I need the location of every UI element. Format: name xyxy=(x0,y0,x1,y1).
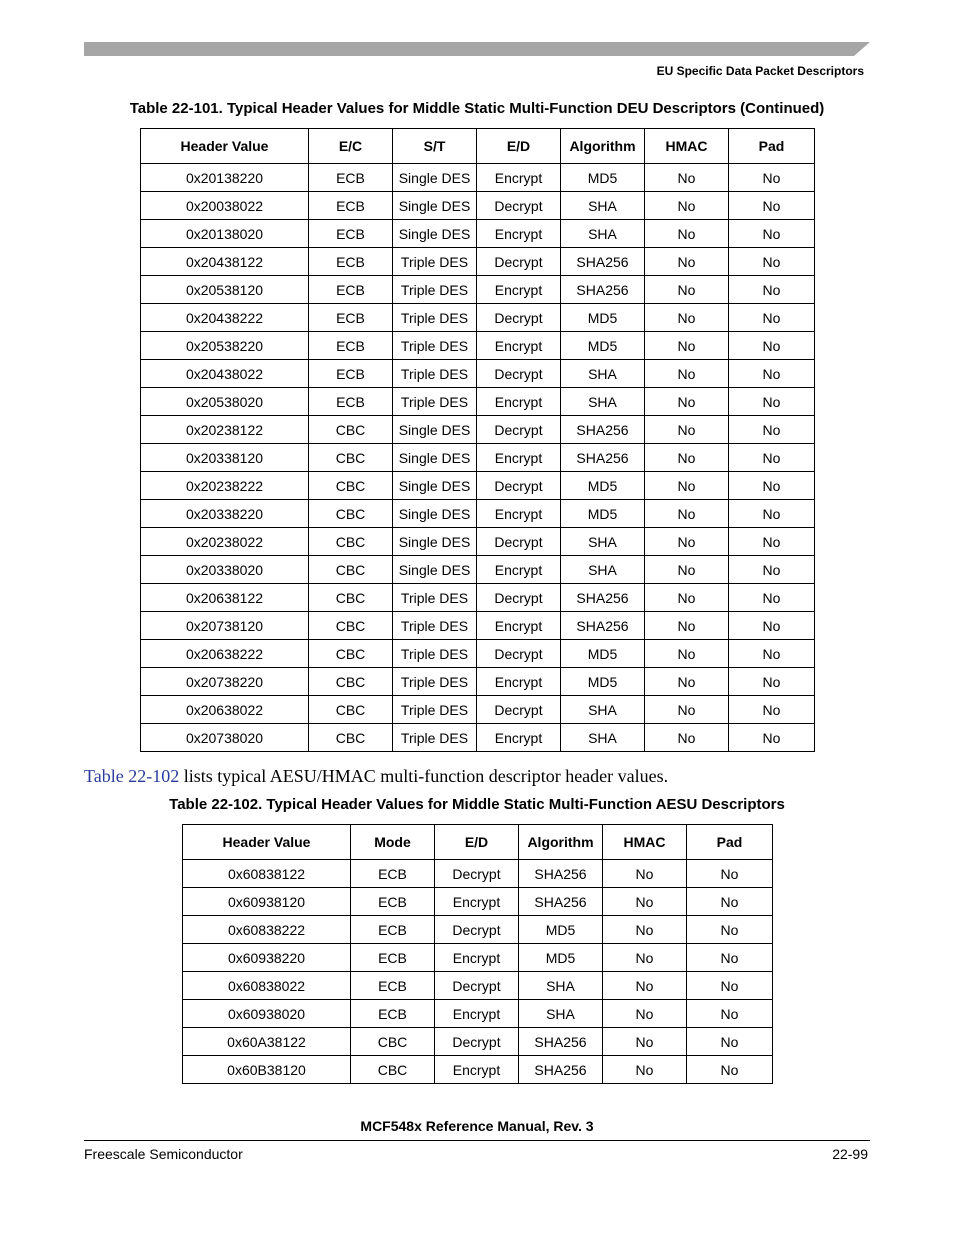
table-cell: No xyxy=(603,1000,687,1028)
table-cell: Single DES xyxy=(393,444,477,472)
table-cell: No xyxy=(687,860,773,888)
table-cell: No xyxy=(603,972,687,1000)
table-cell: ECB xyxy=(351,860,435,888)
table-cell: No xyxy=(645,668,729,696)
table-cell: 0x20338220 xyxy=(141,500,309,528)
table-cell: 0x60938020 xyxy=(183,1000,351,1028)
table-cell: MD5 xyxy=(561,640,645,668)
column-header: S/T xyxy=(393,129,477,164)
table-cell: Encrypt xyxy=(435,1000,519,1028)
table-cell: SHA xyxy=(561,192,645,220)
column-header: Header Value xyxy=(183,825,351,860)
body-paragraph xyxy=(84,766,668,787)
table-cell: MD5 xyxy=(519,944,603,972)
table-cell: CBC xyxy=(309,724,393,752)
column-header: E/D xyxy=(435,825,519,860)
table-cell: Triple DES xyxy=(393,248,477,276)
table-cell: CBC xyxy=(309,416,393,444)
table-cell: No xyxy=(645,724,729,752)
table-cell: No xyxy=(687,1056,773,1084)
table-row xyxy=(141,192,815,220)
table-cell: ECB xyxy=(351,916,435,944)
table-cell: No xyxy=(645,500,729,528)
table-cell: 0x60938120 xyxy=(183,888,351,916)
table-row xyxy=(141,528,815,556)
table-cell: No xyxy=(729,668,815,696)
table-cell: No xyxy=(603,888,687,916)
table-row xyxy=(141,696,815,724)
table-cell: Encrypt xyxy=(435,944,519,972)
table-row xyxy=(141,164,815,192)
table-cell: No xyxy=(645,248,729,276)
table-cell: No xyxy=(687,916,773,944)
table-cell: No xyxy=(729,248,815,276)
table-cell: SHA256 xyxy=(561,444,645,472)
table-cell: 0x60838222 xyxy=(183,916,351,944)
table-cell: SHA256 xyxy=(561,248,645,276)
table-cell: No xyxy=(645,556,729,584)
table-cell: CBC xyxy=(309,556,393,584)
table-row xyxy=(183,944,773,972)
table-row xyxy=(183,1028,773,1056)
table-cell: Decrypt xyxy=(477,696,561,724)
table-cell: No xyxy=(729,332,815,360)
table-cell: 0x60B38120 xyxy=(183,1056,351,1084)
table-caption: Table 22-102. Typical Header Values for Middle Static Multi-Function AESU Descriptors xyxy=(169,796,785,813)
table-cell: No xyxy=(603,916,687,944)
table-row xyxy=(141,220,815,248)
table-cross-reference-link[interactable]: Table 22-102 xyxy=(84,766,180,786)
table-cell: 0x20538020 xyxy=(141,388,309,416)
table-cell: Encrypt xyxy=(477,388,561,416)
column-header: Mode xyxy=(351,825,435,860)
table-cell: No xyxy=(687,972,773,1000)
table-row xyxy=(141,304,815,332)
table-cell: Encrypt xyxy=(477,668,561,696)
table-row xyxy=(141,332,815,360)
table-row xyxy=(141,640,815,668)
table-cell: CBC xyxy=(309,668,393,696)
table-cell: 0x20438122 xyxy=(141,248,309,276)
table-header-row xyxy=(183,825,773,860)
table-header-row xyxy=(141,129,815,164)
column-header: Pad xyxy=(687,825,773,860)
table-cell: SHA xyxy=(519,1000,603,1028)
table-cell: Single DES xyxy=(393,192,477,220)
table-cell: No xyxy=(687,1028,773,1056)
table-cell: ECB xyxy=(309,248,393,276)
aesu-descriptor-table xyxy=(182,824,773,1084)
table-cell: MD5 xyxy=(561,668,645,696)
table-row xyxy=(183,1000,773,1028)
table-row xyxy=(141,500,815,528)
table-cell: 0x20538120 xyxy=(141,276,309,304)
table-row xyxy=(141,584,815,612)
table-cell: No xyxy=(729,192,815,220)
table-cell: No xyxy=(729,696,815,724)
table-cell: SHA256 xyxy=(561,416,645,444)
table-cell: SHA xyxy=(561,696,645,724)
footer-page-number: 22-99 xyxy=(832,1146,868,1162)
table-cell: Single DES xyxy=(393,472,477,500)
table-cell: 0x60A38122 xyxy=(183,1028,351,1056)
table-cell: Encrypt xyxy=(477,164,561,192)
table-row xyxy=(183,972,773,1000)
table-cell: No xyxy=(603,1056,687,1084)
table-cell: No xyxy=(645,416,729,444)
table-cell: Decrypt xyxy=(477,528,561,556)
table-cell: Decrypt xyxy=(477,360,561,388)
table-cell: 0x20238222 xyxy=(141,472,309,500)
table-cell: No xyxy=(729,640,815,668)
table-cell: Decrypt xyxy=(435,916,519,944)
table-row xyxy=(141,388,815,416)
table-cell: No xyxy=(603,860,687,888)
table-cell: No xyxy=(645,388,729,416)
table-cell: MD5 xyxy=(561,332,645,360)
table-cell: ECB xyxy=(309,360,393,388)
footer-manual-title: MCF548x Reference Manual, Rev. 3 xyxy=(360,1118,594,1134)
table-row xyxy=(183,888,773,916)
table-cell: 0x20238122 xyxy=(141,416,309,444)
table-cell: No xyxy=(603,1028,687,1056)
table-cell: SHA256 xyxy=(519,1028,603,1056)
table-cell: No xyxy=(603,944,687,972)
table-cell: No xyxy=(645,472,729,500)
table-cell: No xyxy=(645,444,729,472)
table-cell: No xyxy=(729,612,815,640)
table-cell: Triple DES xyxy=(393,640,477,668)
table-cell: ECB xyxy=(351,972,435,1000)
table-cell: No xyxy=(729,388,815,416)
table-cell: 0x20738120 xyxy=(141,612,309,640)
table-row xyxy=(141,416,815,444)
column-header: HMAC xyxy=(645,129,729,164)
table-cell: No xyxy=(645,360,729,388)
table-cell: SHA xyxy=(561,724,645,752)
table-cell: No xyxy=(729,556,815,584)
table-cell: SHA xyxy=(561,388,645,416)
table-cell: SHA256 xyxy=(561,584,645,612)
table-cell: Triple DES xyxy=(393,724,477,752)
table-cell: 0x20738020 xyxy=(141,724,309,752)
table-cell: 0x20038022 xyxy=(141,192,309,220)
table-row xyxy=(141,472,815,500)
table-cell: 0x20638122 xyxy=(141,584,309,612)
table-cell: Triple DES xyxy=(393,696,477,724)
table-cell: Encrypt xyxy=(477,612,561,640)
table-cell: SHA256 xyxy=(519,1056,603,1084)
table-cell: Triple DES xyxy=(393,304,477,332)
table-cell: Decrypt xyxy=(477,416,561,444)
table-cell: No xyxy=(729,444,815,472)
table-cell: SHA256 xyxy=(561,612,645,640)
table-cell: Decrypt xyxy=(477,584,561,612)
table-cell: ECB xyxy=(309,276,393,304)
table-cell: Single DES xyxy=(393,416,477,444)
table-cell: Encrypt xyxy=(477,444,561,472)
table-cell: Triple DES xyxy=(393,584,477,612)
table-cell: Decrypt xyxy=(477,192,561,220)
table-cell: No xyxy=(645,612,729,640)
table-cell: No xyxy=(729,528,815,556)
table-cell: Decrypt xyxy=(435,972,519,1000)
table-cell: SHA xyxy=(519,972,603,1000)
table-caption: Table 22-101. Typical Header Values for Middle Static Multi-Function DEU Descriptors (Continued) xyxy=(129,100,825,117)
table-cell: CBC xyxy=(309,444,393,472)
table-cell: Encrypt xyxy=(435,1056,519,1084)
table-cell: ECB xyxy=(309,332,393,360)
table-cell: No xyxy=(729,304,815,332)
table-cell: Triple DES xyxy=(393,668,477,696)
table-cell: ECB xyxy=(309,388,393,416)
table-cell: CBC xyxy=(309,472,393,500)
table-cell: 0x20538220 xyxy=(141,332,309,360)
table-cell: No xyxy=(645,528,729,556)
table-cell: Encrypt xyxy=(477,500,561,528)
table-cell: 0x20438022 xyxy=(141,360,309,388)
table-cell: No xyxy=(729,360,815,388)
table-cell: CBC xyxy=(309,500,393,528)
table-cell: Decrypt xyxy=(477,472,561,500)
table-cell: 0x60838022 xyxy=(183,972,351,1000)
table-cell: No xyxy=(687,888,773,916)
table-cell: SHA256 xyxy=(519,888,603,916)
table-cell: Encrypt xyxy=(477,276,561,304)
table-cell: ECB xyxy=(309,220,393,248)
table-cell: Encrypt xyxy=(477,220,561,248)
table-cell: SHA xyxy=(561,360,645,388)
column-header: Pad xyxy=(729,129,815,164)
table-row xyxy=(141,556,815,584)
table-cell: Triple DES xyxy=(393,332,477,360)
table-row xyxy=(141,444,815,472)
table-cell: MD5 xyxy=(561,164,645,192)
table-cell: Decrypt xyxy=(435,1028,519,1056)
table-cell: MD5 xyxy=(561,472,645,500)
table-cell: MD5 xyxy=(519,916,603,944)
table-cell: Single DES xyxy=(393,528,477,556)
table-cell: No xyxy=(729,724,815,752)
table-cell: Triple DES xyxy=(393,276,477,304)
table-cell: CBC xyxy=(309,584,393,612)
table-cell: No xyxy=(645,192,729,220)
footer-company: Freescale Semiconductor xyxy=(84,1146,243,1162)
table-cell: CBC xyxy=(309,612,393,640)
table-cell: 0x20138220 xyxy=(141,164,309,192)
table-row xyxy=(141,248,815,276)
table-cell: Triple DES xyxy=(393,388,477,416)
table-cell: ECB xyxy=(351,888,435,916)
table-cell: No xyxy=(729,416,815,444)
table-cell: SHA256 xyxy=(561,276,645,304)
table-cell: No xyxy=(645,276,729,304)
column-header: HMAC xyxy=(603,825,687,860)
column-header: E/D xyxy=(477,129,561,164)
table-cell: Triple DES xyxy=(393,612,477,640)
table-cell: No xyxy=(729,500,815,528)
column-header: Algorithm xyxy=(561,129,645,164)
table-cell: CBC xyxy=(351,1028,435,1056)
header-bar xyxy=(84,42,870,56)
table-cell: Single DES xyxy=(393,556,477,584)
table-cell: 0x60938220 xyxy=(183,944,351,972)
table-cell: Encrypt xyxy=(435,888,519,916)
table-cell: SHA xyxy=(561,556,645,584)
table-cell: ECB xyxy=(309,304,393,332)
table-row xyxy=(183,860,773,888)
table-row xyxy=(141,276,815,304)
section-title: EU Specific Data Packet Descriptors xyxy=(656,64,864,78)
table-cell: 0x20738220 xyxy=(141,668,309,696)
table-cell: 0x20138020 xyxy=(141,220,309,248)
table-cell: 0x20638022 xyxy=(141,696,309,724)
column-header: E/C xyxy=(309,129,393,164)
table-cell: SHA xyxy=(561,528,645,556)
table-cell: Decrypt xyxy=(435,860,519,888)
table-cell: No xyxy=(645,220,729,248)
table-cell: No xyxy=(729,164,815,192)
table-cell: 0x20338120 xyxy=(141,444,309,472)
column-header: Algorithm xyxy=(519,825,603,860)
table-cell: No xyxy=(729,220,815,248)
table-row xyxy=(141,668,815,696)
table-cell: MD5 xyxy=(561,500,645,528)
table-cell: No xyxy=(645,332,729,360)
table-cell: No xyxy=(645,640,729,668)
table-cell: 0x20638222 xyxy=(141,640,309,668)
table-row xyxy=(183,1056,773,1084)
table-cell: No xyxy=(645,164,729,192)
table-cell: CBC xyxy=(309,528,393,556)
table-cell: Triple DES xyxy=(393,360,477,388)
table-cell: Encrypt xyxy=(477,556,561,584)
table-cell: CBC xyxy=(309,640,393,668)
table-cell: Single DES xyxy=(393,220,477,248)
table-row xyxy=(141,724,815,752)
table-cell: ECB xyxy=(351,1000,435,1028)
table-cell: Encrypt xyxy=(477,724,561,752)
table-cell: Encrypt xyxy=(477,332,561,360)
table-cell: Single DES xyxy=(393,500,477,528)
table-cell: No xyxy=(645,304,729,332)
deu-descriptor-table xyxy=(140,128,815,752)
table-cell: Decrypt xyxy=(477,304,561,332)
table-cell: Single DES xyxy=(393,164,477,192)
table-cell: Decrypt xyxy=(477,640,561,668)
table-cell: SHA xyxy=(561,220,645,248)
table-cell: No xyxy=(729,276,815,304)
paragraph-text: lists typical AESU/HMAC multi-function descriptor header values. xyxy=(179,766,669,786)
table-cell: No xyxy=(729,472,815,500)
footer-divider xyxy=(84,1140,870,1141)
table-cell: 0x20338020 xyxy=(141,556,309,584)
table-cell: 0x20238022 xyxy=(141,528,309,556)
table-cell: CBC xyxy=(309,696,393,724)
table-cell: ECB xyxy=(309,192,393,220)
table-cell: No xyxy=(687,1000,773,1028)
table-row xyxy=(141,612,815,640)
table-row xyxy=(183,916,773,944)
table-cell: MD5 xyxy=(561,304,645,332)
table-cell: ECB xyxy=(309,164,393,192)
table-cell: SHA256 xyxy=(519,860,603,888)
table-cell: Decrypt xyxy=(477,248,561,276)
table-cell: No xyxy=(687,944,773,972)
table-cell: CBC xyxy=(351,1056,435,1084)
table-row xyxy=(141,360,815,388)
table-cell: No xyxy=(645,584,729,612)
table-cell: 0x20438222 xyxy=(141,304,309,332)
column-header: Header Value xyxy=(141,129,309,164)
table-cell: No xyxy=(645,696,729,724)
table-cell: 0x60838122 xyxy=(183,860,351,888)
table-cell: ECB xyxy=(351,944,435,972)
table-cell: No xyxy=(729,584,815,612)
